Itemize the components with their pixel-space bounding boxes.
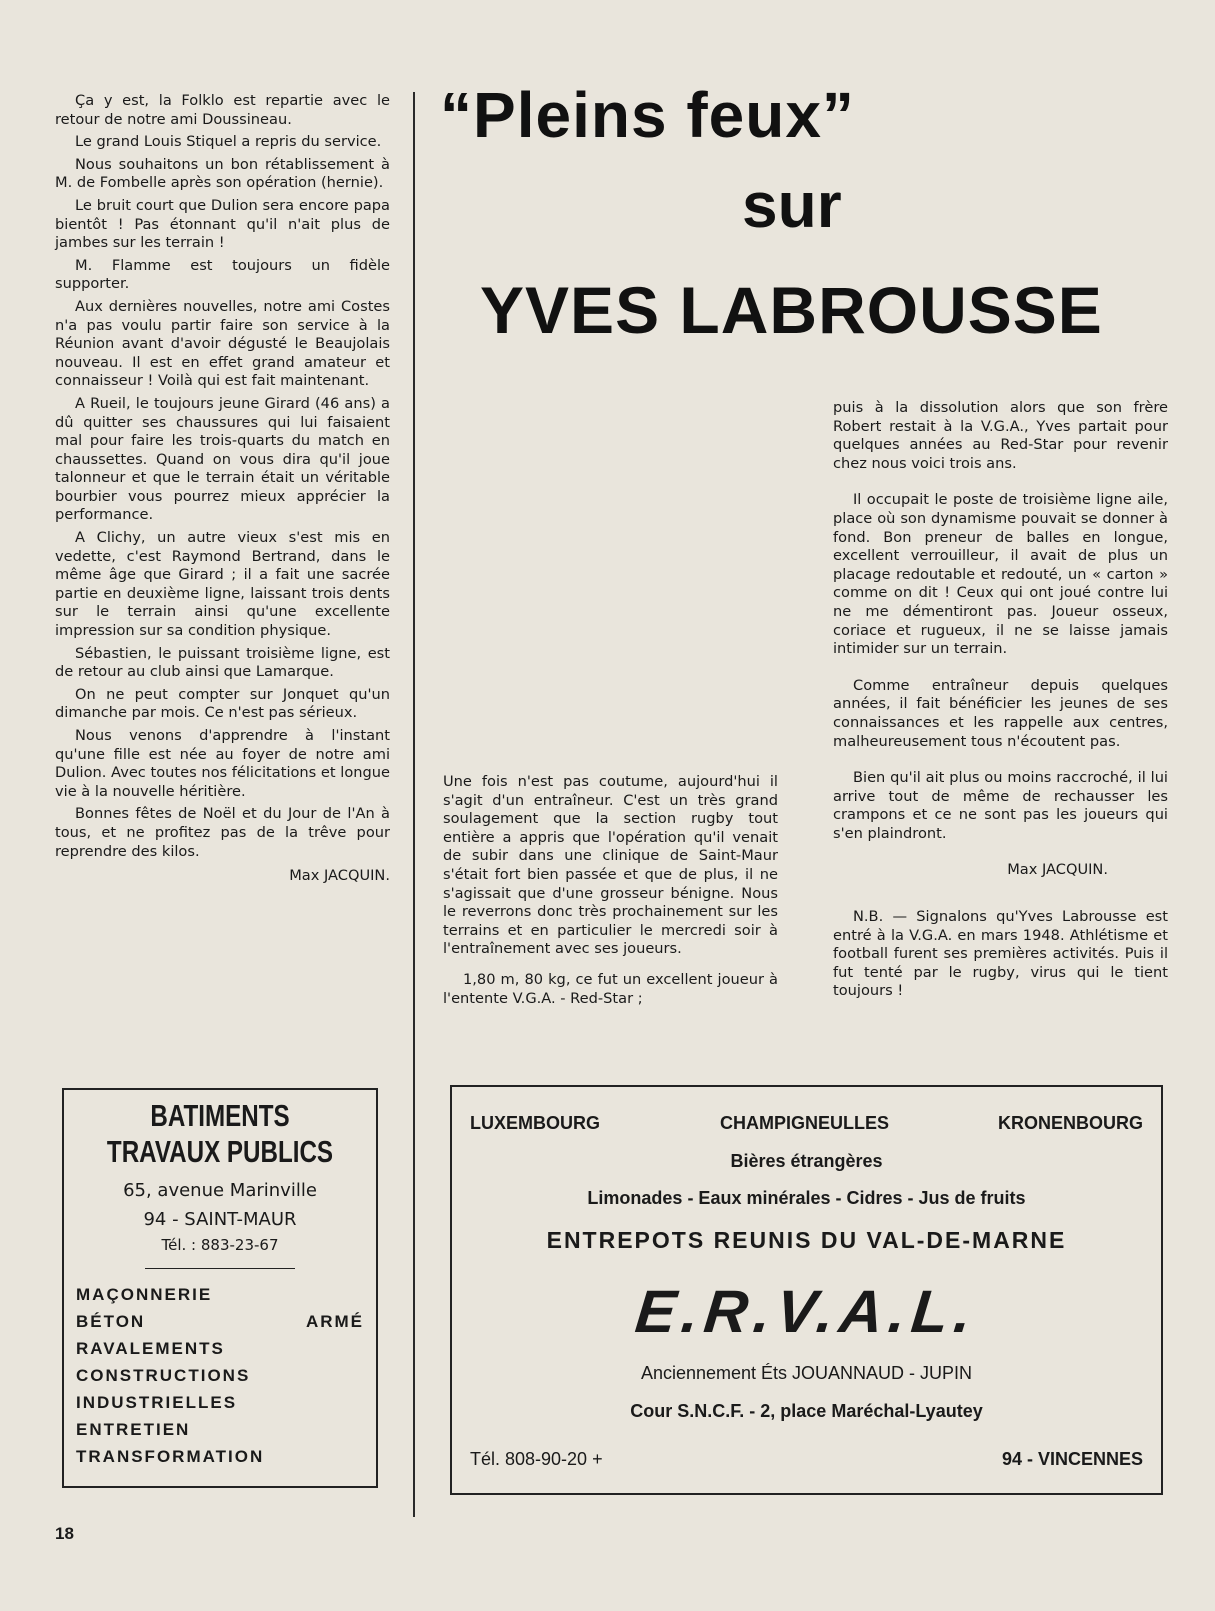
brand-champigneulles: CHAMPIGNEULLES — [720, 1113, 890, 1133]
btp-service: RAVALEMENTS — [76, 1339, 225, 1358]
erval-advertisement — [450, 1085, 1163, 1495]
news-paragraph: Le grand Louis Stiquel a repris du service. — [75, 133, 382, 151]
article-paragraph: Bien qu'il ait plus ou moins raccroché, il lui arrive tout de même de rechausser les crampons et ce ne sont pas les joueurs qui s'en plaindront. — [833, 769, 1168, 842]
article-column-right — [833, 399, 1168, 1019]
btp-service: MAÇONNERIE — [76, 1285, 213, 1304]
article-paragraph: Une fois n'est pas coutume, aujourd'hui il s'agit d'un entraîneur. C'est un très grand soulagement que la section rugby tout entière a appris que l'opération qu'il venait de subir dans une clinique de Saint-Maur s'était fort bien passée et que de plus, il ne s'agissait que d'une grosseur bénigne. Nous le reverrons donc très prochainement sur les terrains et en particulier le mercredi soir à l'entraînement avec ses joueurs. — [443, 773, 778, 958]
btp-service: CONSTRUCTIONS — [76, 1366, 251, 1385]
article-paragraph: Comme entraîneur depuis quelques années, il fait bénéficier les jeunes de ses connaissances et les rappelle aux centres, malheureusement tous n'écoutent pas. — [833, 676, 1168, 750]
news-paragraph: Bonnes fêtes de Noël et du Jour de l'An à tous, et ne profitez pas de la trêve pour reprendre des kilos. — [55, 805, 390, 860]
article-column-middle — [443, 773, 778, 1020]
news-column — [55, 92, 390, 886]
btp-service: TRANSFORMATION — [76, 1447, 265, 1466]
erval-former-name: Anciennement Éts JOUANNAUD - JUPIN — [640, 1363, 973, 1383]
erval-foreign-beers: Bières étrangères — [730, 1151, 883, 1171]
news-paragraph: Nous venons d'apprendre à l'instant qu'une fille est née au foyer de notre ami Dulion. Avec toutes nos félicitations et longue vie à la nouvelle héritière. — [55, 727, 390, 800]
btp-service: BÉTON ARMÉ — [76, 1312, 364, 1331]
article-paragraph: puis à la dissolution alors que son frère Robert restait à la V.G.A., Yves partait pour quelques années au Red-Star pour revenir chez nous voici trois ans. — [833, 399, 1168, 472]
btp-service: ENTRETIEN — [76, 1420, 191, 1439]
btp-service: INDUSTRIELLES — [76, 1393, 238, 1412]
erval-logo: E.R.V.A.L. — [632, 1278, 981, 1345]
news-paragraph: A Clichy, un autre vieux s'est mis en vedette, c'est Raymond Bertrand, dans le même âge que Girard ; il a fait une sacrée partie en deuxième ligne, laissant trois dents sur le terrain ainsi qu'une excellente impression sur sa condition physique. — [55, 529, 390, 640]
article-paragraph: 1,80 m, 80 kg, ce fut un excellent joueur à l'entente V.G.A. - Red-Star ; — [443, 970, 778, 1007]
erval-city: 94 - VINCENNES — [1001, 1449, 1143, 1469]
news-paragraph: A Rueil, le toujours jeune Girard (46 ans) a dû quitter ses chaussures qui lui faisaient mal pour faire les trois-quarts du match en chaussettes. Quand on vous dira qu'il joue talonneur et que le terrain était un véritable bourbier vous pourrez mieux apprécier la performance. — [55, 394, 390, 524]
btp-phone: Tél. : 883-23-67 — [161, 1236, 279, 1254]
btp-title-line-2: TRAVAUX PUBLICS — [106, 1134, 334, 1169]
news-paragraph: Sébastien, le puissant troisième ligne, est de retour au club ainsi que Lamarque. — [55, 644, 390, 681]
erval-address: Cour S.N.C.F. - 2, place Maréchal-Lyautey — [630, 1401, 983, 1421]
btp-advertisement — [62, 1088, 378, 1488]
column-divider — [413, 92, 415, 1517]
article-signature: Max JACQUIN. — [1007, 861, 1108, 879]
brand-luxembourg: LUXEMBOURG — [470, 1113, 600, 1133]
news-paragraph: Nous souhaitons un bon rétablissement à M. de Fombelle après son opération (hernie). — [55, 155, 390, 192]
news-paragraph: Ça y est, la Folklo est repartie avec le retour de notre ami Doussineau. — [55, 92, 390, 128]
news-paragraph: Le bruit court que Dulion sera encore papa bientôt ! Pas étonnant qu'il n'ait plus de jambes sur les terrain ! — [55, 196, 390, 252]
news-paragraph: On ne peut compter sur Jonquet qu'un dimanche par mois. Ce n'est pas sérieux. — [55, 685, 390, 722]
erval-drinks: Limonades - Eaux minérales - Cidres - Jus de fruits — [587, 1188, 1026, 1208]
news-signature: Max JACQUIN. — [289, 867, 390, 885]
article-paragraph: Il occupait le poste de troisième ligne aile, place où son dynamisme pouvait se donner à fond. Bon preneur de balles en longue, excellent verrouilleur, il avait de plus un placage redoutable et redouté, un « carton » comme on dit ! Ceux qui ont joué contre lui ne me démentiront pas. Joueur osseux, coriace et rugueux, il ne se laisse jamais intimider sur un terrain. — [833, 491, 1168, 658]
news-paragraph: Aux dernières nouvelles, notre ami Costes n'a pas voulu partir faire son service à la Réunion avant d'avoir dégusté le Beaujolais nouveau. Il est en effet grand amateur et connaisseur ! Voilà qui est fait maintenant. — [55, 297, 390, 390]
btp-title-line-1: BATIMENTS — [150, 1098, 290, 1133]
news-paragraph: M. Flamme est toujours un fidèle supporter. — [55, 256, 390, 293]
erval-company-name: ENTREPOTS REUNIS DU VAL-DE-MARNE — [546, 1227, 1067, 1253]
btp-address: 65, avenue Marinville — [123, 1180, 317, 1201]
headline-line-1: “Pleins feux” — [440, 79, 855, 151]
page-number: 18 — [55, 1524, 74, 1543]
headline-line-2: sur — [742, 169, 842, 241]
brand-kronenbourg: KRONENBOURG — [997, 1113, 1143, 1133]
btp-rule — [145, 1268, 295, 1269]
btp-city: 94 - SAINT-MAUR — [143, 1209, 297, 1230]
headline-line-3: YVES LABROUSSE — [480, 273, 1103, 347]
article-note: N.B. — Signalons qu'Yves Labrousse est entré à la V.G.A. en mars 1948. Athlétisme et football furent ses premières activités. Puis il fut tenté par le rugby, virus qui le tient toujours ! — [833, 908, 1168, 1000]
erval-phone: Tél. 808-90-20 + — [470, 1449, 603, 1469]
